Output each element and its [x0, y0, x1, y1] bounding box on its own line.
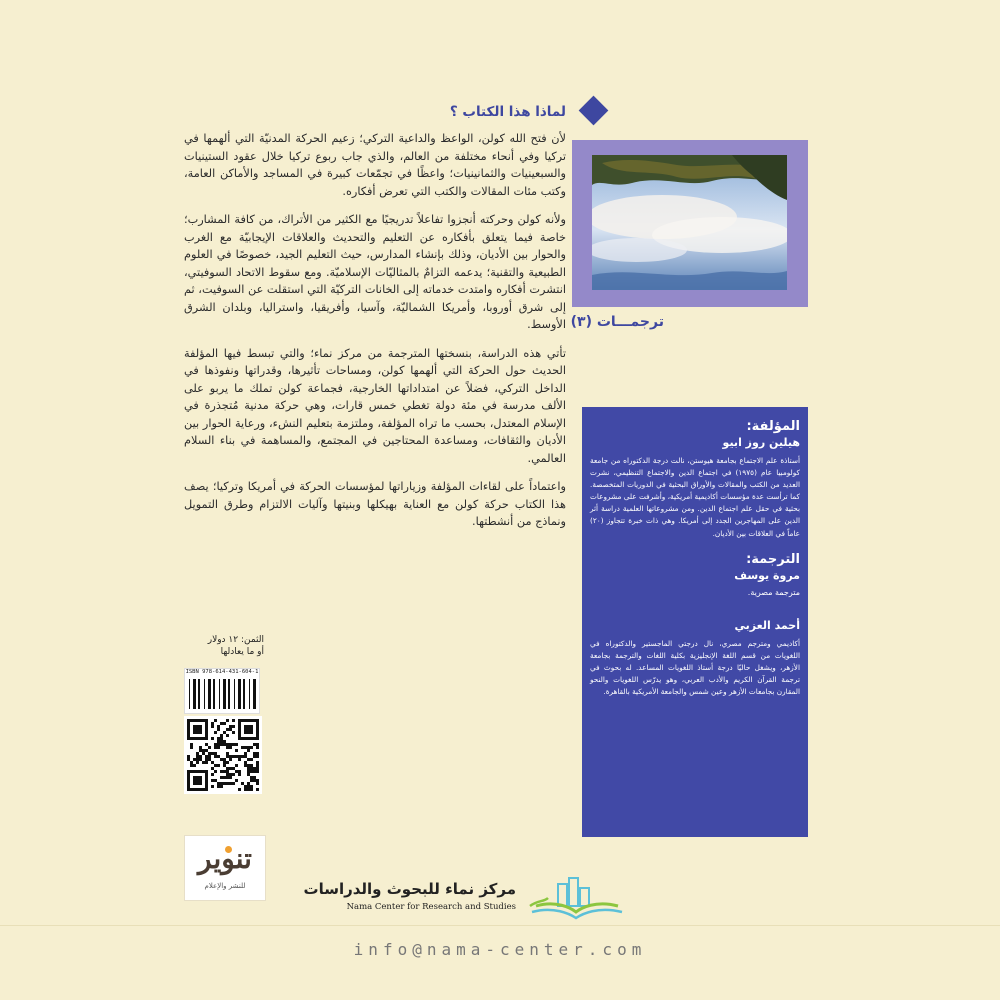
- author-bio: أستاذة علم الاجتماع بجامعة هيوستن، نالت درجة الدكتوراه من جامعة كولومبيا عام (١٩٧٥) في اجتماع الدين والاجتماع التنظيمي، نشرت العديد من الكتب والمقالات والأوراق البحثية في الدوريات المتخصصة. كما ترأست عدة مؤسسات أكاديمية أمريكية، وأشرفت على مشروعات بحثية في حقل علم اجتماع الدين. ومن مشروعاتها العلمية دراسة أثر الدين على المهاجرين الجدد إلى أمريكا. وهي ذات خبرة تتجاوز (٢٠) عاماً في العلاقات بين الأديان.: [590, 456, 800, 538]
- qr-code-icon: [187, 719, 259, 791]
- publisher-logo: [184, 835, 266, 901]
- description-paragraph: واعتماداً على لقاءات المؤلفة وزياراتها لمؤسسات الحركة في أمريكا وتركيا؛ يصف هذا الكتاب حركة كولن مع العناية بهيكلها وبنيتها وآليات الالتزام وطرق التمويل ونماذج من أنشطتها.: [184, 480, 566, 528]
- publisher-logo-text: تنوير: [198, 842, 252, 875]
- isbn-barcode: [184, 668, 260, 714]
- translator-bio: أكاديمي ومترجم مصري، نال درجتي الماجستير والدكتوراه في اللغويات من قسم اللغة الإنجليزية بكلية اللغات والترجمة بجامعة الأزهر، ويشغل حاليًا درجة أستاذ اللغويات المساعد. له بحوث في ترجمة القرآن الكريم والأدب العربي، وهو يدرّس اللغويات والنحو المقارن بجامعات الأزهر وعين شمس والجامعة الأمريكية بالقاهرة.: [590, 638, 800, 697]
- description-paragraph: تأتي هذه الدراسة، بنسختها المترجمة من مركز نماء؛ والتي تبسط فيها المؤلفة الحديث حول الحركة التي ألهمها كولن، ومساحات تأثيرها، وقدراتها ونفوذها في الداخل التركي، فضلاً عن امتداداتها الخارجية، فجماعة كولن تملك ما يربو على الألف مدرسة في مئة دولة تغطي خمس قارات، وهي حركة مدنية مُتجذرة في الإسلام المعتدل، بحسب ما تراه المؤلفة، وملتزمة بتعليم النشء، ورعاية الحوار بين الأديان والثقافات، ومساعدة المحتاجين في المجتمع، والمساهمة في بناء السلام العالمي.: [184, 346, 566, 465]
- open-book-city-icon: [526, 876, 626, 922]
- center-name-english: Nama Center for Research and Studies: [346, 902, 516, 912]
- author-translator-panel: [582, 407, 808, 837]
- section-heading: لماذا هذا الكتاب ؟: [449, 104, 566, 120]
- footer-divider: [0, 925, 1000, 926]
- author-name: هيلين روز ابيو: [722, 436, 800, 449]
- price-equivalent-line: أو ما يعادلها: [220, 647, 264, 657]
- series-title: ترجمـــات (٣): [570, 314, 664, 330]
- publisher-logo-subtitle: للنشر والإعلام: [204, 882, 246, 890]
- description-paragraph: ولأنه كولن وحركته أنجزوا تفاعلاً تدريجيًا مع الكثير من الأتراك، من كافة المشارب؛ خاصة فيما يتعلق بأفكاره عن التعليم والتحديث والعلاقات الإيجابيّة مع الغرب والحوار بين الأديان، وذلك بإنشاء المدارس، حيث التعليم الجيد، خصوصًا في العلوم الطبيعية والتقنية؛ يدعمه التزامٌ بالمثاليّات الإسلاميّة. ومع سقوط الاتحاد السوفيتي، انتشرت أفكاره وامتدت خدماته إلى الخانات التركيّة التي استقلت عن السوفيت، ثم إلى شرق أوروبا، وأمريكا الشماليّة، وآسيا، وأفريقيا، واستراليا، وبلدان الشرق الأوسط.: [184, 213, 566, 331]
- description-column: [184, 104, 566, 542]
- cover-photo: [592, 155, 787, 290]
- price-block: [184, 634, 264, 658]
- qr-code: [184, 716, 262, 794]
- translation-label: الترجمة:: [746, 551, 800, 567]
- author-label: المؤلفة:: [746, 419, 800, 434]
- barcode-icon: [185, 669, 259, 713]
- translator-name: أحمد العزبي: [734, 618, 800, 632]
- translator-name: مروة يوسف: [734, 568, 800, 582]
- center-name-arabic: مركز نماء للبحوث والدراسات: [303, 880, 516, 898]
- contact-email: info@nama-center.com: [353, 940, 647, 959]
- description-paragraph: لأن فتح الله كولن، الواعظ والداعية التركي؛ زعيم الحركة المدنيّة التي ألهمها في تركيا وفي أنحاء مختلفة من العالم، والذي جاب ربوع تركيا خلال عقود الستينيات والسبعينيات والثمانينيات؛ واعظًا في تجمّعات كبيرة في المساجد والأماكن العامة، وكتب مئات المقالات والكتب التي تعرض أفكاره.: [184, 132, 566, 198]
- isbn-text: ISBN 978-614-431-604-1: [185, 669, 259, 675]
- translator-description: مترجمة مصرية.: [747, 587, 800, 597]
- research-center-logo: [303, 876, 640, 926]
- price-line: الثمن: ١٢ دولار: [207, 635, 264, 645]
- diamond-icon: [579, 96, 609, 126]
